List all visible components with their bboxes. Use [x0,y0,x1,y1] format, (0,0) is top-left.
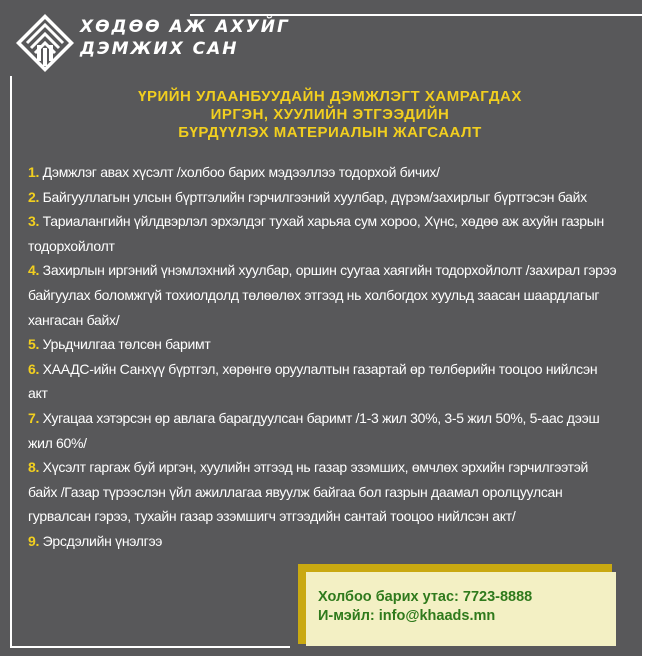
item-number: 8. [28,459,40,476]
item-text: Захирлын иргэний үнэмлэхний хуулбар, оршин суугаа хаягийн тодорхойлолт /захирал гэрээ байгуулах боломжгүй тохиолдолд төлөөлөх этгээд нь холбогдох хуульд заасан шаардлагыг хангасан байх/ [28,262,617,328]
item-number: 9. [28,532,40,549]
title-line2: ИРГЭН, ХУУЛИЙН ЭТГЭЭДИЙН [210,106,450,123]
item-text: Байгууллагын улсын бүртгэлийн гэрчилгээний хуулбар, дүрэм/захирлыг бүртгэсэн байх [42,188,587,205]
item-text: Хүсэлт гаргаж буй иргэн, хуулийн этгээд нь газар эзэмших, өмчлөх эрхийн гэрчилгээтэй байх /Газар түрээслэн үйл ажиллагаа явуулж байгаа бол газрын даамал оролцуулсан гурвалсан гэрээ, тухайн газар эзэмшигч этгээдийн сантай тооцоо нийлсэн акт/ [28,459,589,525]
item-text: Тариалангийн үйлдвэрлэл эрхэлдэг тухай харьяа сум хороо, Хүнс, хөдөө аж ахуйн газрын тодорхойлолт [28,213,604,254]
contact-box [306,572,616,646]
organization-name-line1: ХӨДӨӨ АЖ АХУЙГ [80,17,290,37]
list-item [28,406,618,455]
page-title [20,88,640,142]
item-number: 2. [28,188,40,205]
list-item [28,185,618,210]
frame-border-left [10,76,12,646]
list-item [28,332,618,357]
organization-name [80,16,290,60]
list-item [28,209,618,258]
list-item [28,160,618,185]
list-item [28,357,618,406]
item-text: ХААДС-ийн Санхүү бүртгэл, хөрөнгө оруулалтын газартай өр төлбөрийн тооцоо нийлсэн акт [28,360,598,402]
requirements-list [28,160,618,554]
item-text: Дэмжлэг авах хүсэлт /холбоо барих мэдээллээ тодорхой бичих/ [42,164,440,180]
list-item [28,258,618,332]
item-number: 1. [28,164,40,180]
contact-phone: Холбоо барих утас: 7723-8888 [318,589,533,605]
item-number: 5. [28,336,40,353]
item-text: Эрсдэлийн үнэлгээ [42,532,163,549]
item-number: 3. [28,213,40,230]
item-number: 6. [28,360,40,377]
item-number: 7. [28,409,40,426]
item-number: 4. [28,262,40,279]
frame-border-bottom [10,646,290,648]
item-text: Урьдчилгаа төлсөн баримт [42,336,211,353]
list-item [28,455,618,529]
item-text: Хугацаа хэтэрсэн өр авлага барагдуулсан баримт /1-3 жил 30%, 3-5 жил 50%, 5-аас дээш жил 60%/ [28,409,600,451]
organization-logo-icon [14,12,76,74]
title-line1: ҮРИЙН УЛААНБУУДАЙН ДЭМЖЛЭГТ ХАМРАГДАХ [138,88,522,105]
list-item [28,529,618,554]
contact-email: И-мэйл: info@khaads.mn [318,608,496,624]
organization-name-line2: ДЭМЖИХ САН [80,39,239,59]
title-line3: БҮРДҮҮЛЭХ МАТЕРИАЛЫН ЖАГСААЛТ [178,124,482,141]
